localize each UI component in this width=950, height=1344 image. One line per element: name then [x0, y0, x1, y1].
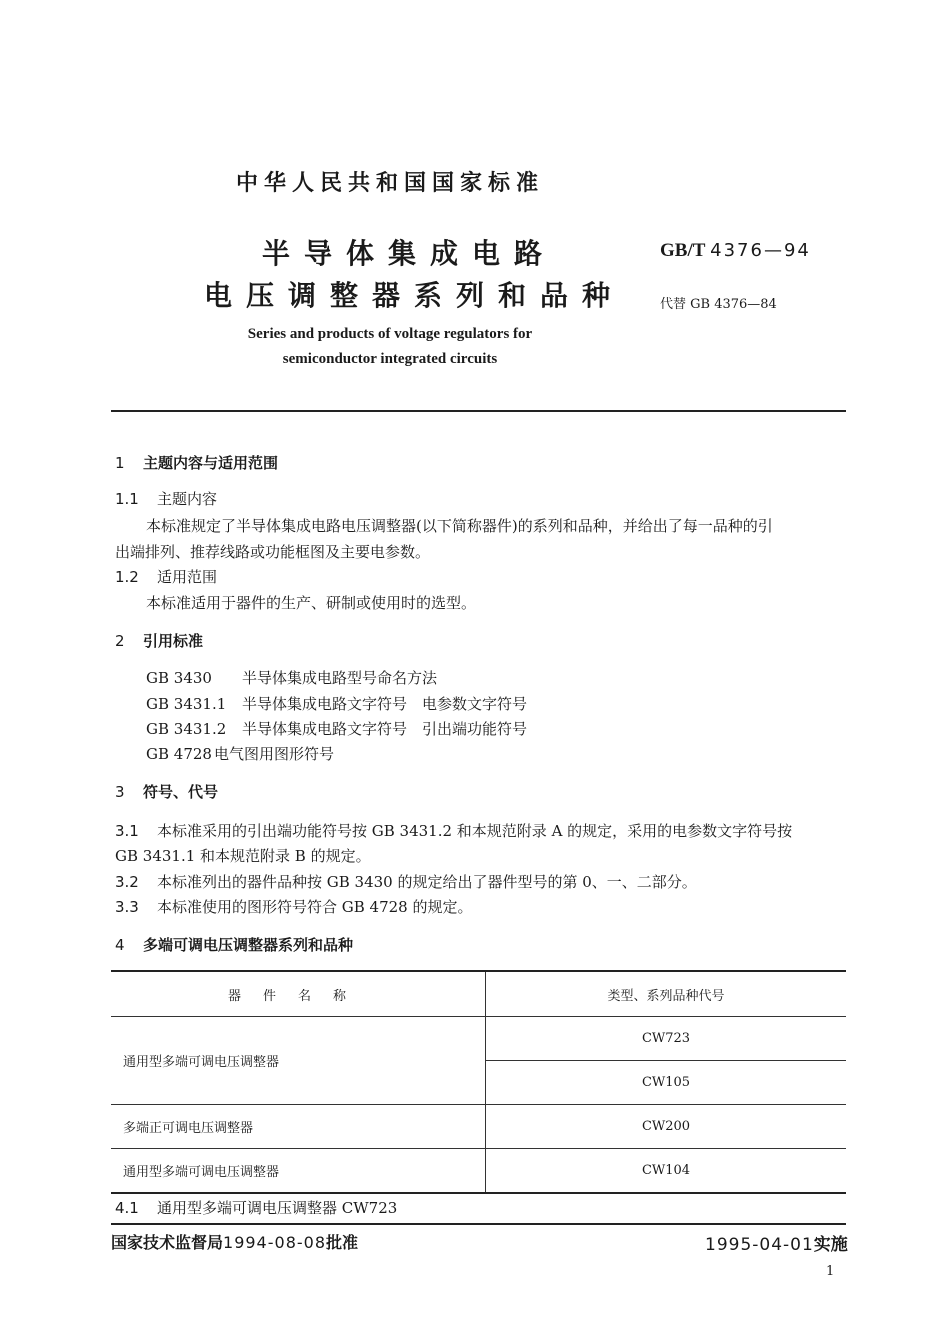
reference-code: GB 3430	[146, 669, 212, 687]
table-row	[111, 1017, 846, 1061]
subsection-number: 4.1	[115, 1199, 139, 1217]
subsection-number: 3.1	[115, 822, 139, 840]
section-title: 主题内容与适用范围	[143, 454, 279, 472]
type-code-cell: CW723	[486, 1017, 847, 1061]
title-zh-line1: 半导体集成电路	[262, 237, 557, 270]
header-divider	[111, 410, 846, 412]
implementation-line	[705, 1230, 848, 1255]
reference-title: 半导体集成电路型号命名方法	[242, 669, 438, 687]
reference-item	[146, 718, 527, 739]
replaces-standard: 代替 GB 4376—84	[660, 297, 777, 312]
paragraph-text: 本标准列出的器件品种按 GB 3430 的规定给出了器件型号的第 0、一、二部分。	[157, 873, 697, 891]
implementation-label: 实施	[813, 1235, 848, 1255]
approval-label: 批准	[326, 1233, 359, 1252]
approval-date: 1994-08-08	[223, 1233, 326, 1252]
reference-title: 半导体集成电路文字符号 电参数文字符号	[242, 695, 528, 713]
section-1-heading	[115, 452, 278, 473]
title-en-line2: semiconductor integrated circuits	[282, 351, 498, 367]
footer-divider	[111, 1223, 846, 1225]
section-2-heading	[115, 630, 203, 651]
section-1-2-heading	[115, 566, 217, 587]
title-zh-line2: 电压调整器系列和品种	[204, 279, 625, 312]
national-standard-heading: 中华人民共和国国家标准	[235, 171, 544, 196]
section-number: 2	[115, 632, 125, 650]
subsection-number: 1.2	[115, 568, 139, 586]
device-name-cell: 通用型多端可调电压调整器	[111, 1017, 486, 1105]
page-number: 1	[826, 1264, 835, 1279]
table-row	[111, 1105, 846, 1149]
reference-title: 电气图用图形符号	[214, 745, 335, 763]
section-number: 4	[115, 936, 125, 954]
table-row	[111, 1149, 846, 1194]
section-4-heading	[115, 934, 353, 955]
implementation-date: 1995-04-01	[705, 1235, 814, 1255]
section-3-2-text	[115, 871, 697, 892]
section-4-1-heading	[115, 1197, 397, 1218]
paragraph-text: 本标准采用的引出端功能符号按 GB 3431.2 和本规范附录 A 的规定，采用的电参数文字符号按	[157, 822, 793, 840]
section-title: 符号、代号	[143, 783, 219, 801]
section-3-1-text-line1	[115, 820, 792, 841]
standard-prefix: GB/T	[660, 240, 706, 261]
type-code-cell: CW104	[486, 1149, 847, 1194]
reference-item	[146, 743, 334, 764]
section-1-1-heading	[115, 488, 217, 509]
subsection-number: 3.2	[115, 873, 139, 891]
approval-org: 国家技术监督局	[111, 1233, 224, 1252]
title-en-line1: Series and products of voltage regulators for	[247, 326, 533, 342]
column-header-device-name: 器件名称	[111, 971, 486, 1017]
section-3-heading	[115, 781, 218, 802]
section-3-1-text-line2: GB 3431.1 和本规范附录 B 的规定。	[115, 847, 371, 865]
section-number: 3	[115, 783, 125, 801]
device-name-cell: 多端正可调电压调整器	[111, 1105, 486, 1149]
subsection-title: 通用型多端可调电压调整器 CW723	[157, 1199, 398, 1217]
standard-number: 4376—94	[710, 240, 811, 261]
section-1-2-text: 本标准适用于器件的生产、研制或使用时的选型。	[146, 594, 477, 612]
reference-title: 半导体集成电路文字符号 引出端功能符号	[242, 720, 528, 738]
subsection-title: 主题内容	[157, 490, 218, 508]
approval-line	[111, 1230, 358, 1253]
type-code-cell: CW105	[486, 1061, 847, 1105]
paragraph-text: 本标准使用的图形符号符合 GB 4728 的规定。	[157, 898, 473, 916]
section-title: 引用标准	[143, 632, 204, 650]
reference-code: GB 4728	[146, 745, 212, 763]
device-name-cell: 通用型多端可调电压调整器	[111, 1149, 486, 1194]
section-title: 多端可调电压调整器系列和品种	[143, 936, 354, 954]
section-number: 1	[115, 454, 125, 472]
section-1-1-text-line2: 出端排列、推荐线路或功能框图及主要电参数。	[115, 543, 431, 561]
reference-item	[146, 693, 527, 714]
section-1-1-text-line1: 本标准规定了半导体集成电路电压调整器(以下简称器件)的系列和品种，并给出了每一品种的引	[146, 517, 773, 535]
table-header-row	[111, 971, 846, 1017]
type-code-cell: CW200	[486, 1105, 847, 1149]
section-3-3-text	[115, 896, 473, 917]
reference-code: GB 3431.2	[146, 720, 227, 738]
reference-item	[146, 667, 437, 688]
device-series-table	[111, 970, 846, 1194]
subsection-title: 适用范围	[157, 568, 218, 586]
standard-code	[660, 240, 811, 262]
column-header-type-code: 类型、系列品种代号	[486, 971, 847, 1017]
reference-code: GB 3431.1	[146, 695, 227, 713]
subsection-number: 1.1	[115, 490, 139, 508]
subsection-number: 3.3	[115, 898, 139, 916]
